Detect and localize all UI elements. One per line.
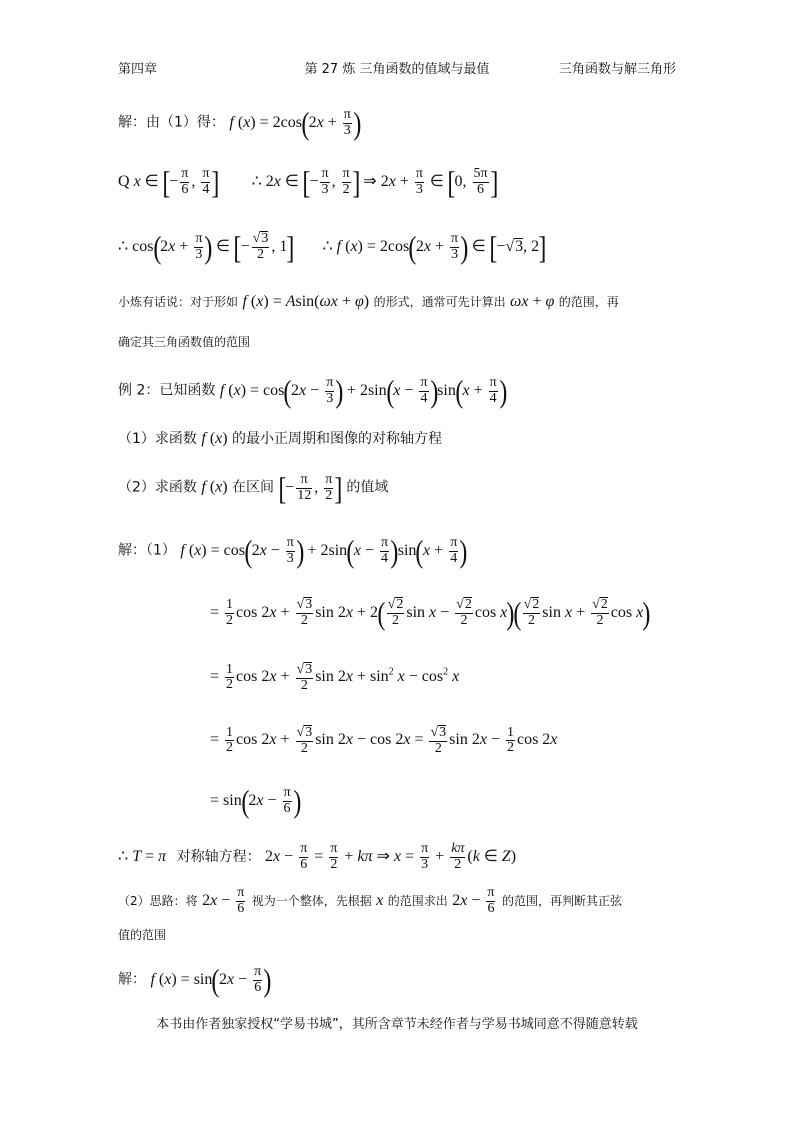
formula-idea-1: 2x − $\frac{\pi}{6}$ [202,885,245,916]
question-2-c: 的值域 [346,479,389,496]
solution-3-label: 解： [118,971,146,988]
idea-text-c: 的范围求出 [387,893,448,908]
formula-sol3: f (x) = sin(2x − $\frac{\pi}{6}$ ) [150,962,272,998]
idea-line-1 [118,886,622,916]
formula-fx-q1: f (x) [201,430,228,447]
formula-sol2-start: f (x) = cos(2x − $\frac{\pi}{3}$ ) + 2sin(x − $\frac{\pi}{4}$ )sin(x + $\frac{\pi}{4}$ ) [180,533,468,569]
formula-cos-range: ∴ cos(2x + $\frac{\pi}{3}$ ) ∈ [− $\frac{√3}{2}$ , 1] [118,229,295,265]
formula-interval: [− $\frac{\pi}{12}$ , $\frac{\pi}{2}$ ] [277,470,343,506]
formula-x-range: Q x ∈ [− $\frac{\pi}{6}$ , $\frac{\pi}{4}$ ] [118,164,220,200]
idea-text-d: 的范围，再判断其正弦 [501,893,622,908]
solution-2-line-2 [210,597,650,629]
question-1-a: （1）求函数 [118,431,197,447]
solution-2-period [118,842,516,872]
solution-2-label: 解：（1） [118,542,176,559]
idea-text-b: 视为一个整体，先根据 [251,893,372,908]
formula-step-5: = sin(2x − $\frac{\pi}{6}$ ) [210,783,301,819]
question-2-b: 在区间 [232,479,275,496]
axis-label: 对称轴方程： [176,848,261,865]
formula-idea-x: x [376,891,384,909]
example-label: 例 2：已知函数 [118,382,216,399]
formula-step-3: = $\frac{1}{2}$ cos 2x + $\frac{√3}{2}$ $\sin 2x + \sin^2 x - \cos^2 x$ [210,661,460,693]
solution-2-line-5 [210,785,300,817]
example-2 [118,375,506,407]
formula-step-4: = $\frac{1}{2}$ cos 2x + $\frac{√3}{2}$ sin 2x − cos 2x = $\frac{√3}{2}$ sin 2x − $\frac{1}{2}$ cos 2x [210,724,558,756]
header-title: 第 27 炼 三角函数的值域与最值 [304,62,490,77]
idea-text-a: （2）思路：将 [118,893,198,908]
formula-period: ∴ T = π [118,847,167,865]
formula-axis: 2x − $\frac{\pi}{6}$ = $\frac{\pi}{2}$ + kπ ⇒ x = $\frac{\pi}{3}$ + $\frac{k\pi}{2}$ (k ∈ Z) [265,841,517,872]
formula-omega-phi: ωx + φ [510,293,555,310]
copyright-footer: 本书由作者独家授权“学易书城”，其所含章节未经作者与学易书城同意不得随意转载 [156,1017,638,1032]
formula-example-f: f (x) = cos(2x − $\frac{\pi}{3}$ ) + 2sin(x − $\frac{\pi}{4}$ )sin(x + $\frac{\pi}{4}$ ) [219,373,508,409]
solution-label: 解：由（1）得： [118,114,225,131]
question-1 [118,431,442,447]
header-chapter: 第四章 [118,62,158,77]
formula-step-2: = $\frac{1}{2}$ cos 2x + $\frac{√3}{2}$ sin 2x + 2( $\frac{√2}{2}$ sin x − $\frac{√2}{2}$ cos x)( $\frac{√2}{2}$ sin x + $\frac{√2}{2}$ cos x) [210,595,651,631]
question-1-b: 的最小正周期和图像的对称轴方程 [232,431,443,447]
solution-line-1 [118,107,360,139]
solution-2-line-3 [210,662,459,693]
formula-fx-q2: f (x) [201,478,228,496]
idea-text-e: 值的范围 [118,928,167,942]
solution-line-2 [118,166,497,198]
tip-text-c: 的范围，再 [558,295,619,309]
solution-2-line-4 [210,725,557,756]
formula-general-form: f (x) = Asin(ωx + φ) [242,293,370,310]
solution-line-3 [118,231,546,263]
tip-line-2 [118,335,250,349]
header-topic: 三角函数与解三角形 [558,62,676,77]
tip-text-b: 的形式，通常可先计算出 [373,295,506,309]
question-2-a: （2）求函数 [118,479,197,496]
question-2 [118,472,388,504]
solution-2-line-1 [118,535,467,567]
tip-text-a: 小炼有话说：对于形如 [118,295,239,309]
tip-text-d: 确定其三角函数值的范围 [118,335,251,349]
idea-line-2 [118,928,166,942]
tip-line-1 [118,294,619,310]
formula-2x-range: ∴ 2x ∈ [− $\frac{\pi}{3}$ , $\frac{\pi}{2}$ ] ⇒ 2x + $\frac{\pi}{3}$ ∈ [0, $\frac{5\pi}{6}$ ] [251,164,498,200]
formula-f-range: ∴ f (x) = 2cos(2x + $\frac{\pi}{3}$ ) ∈ [−√3, 2] [322,229,547,265]
formula-f-2cos: f (x) = 2cos(2x + $\frac{\pi}{3}$ ) [229,105,362,141]
solution-3 [118,964,271,996]
formula-idea-2: 2x − $\frac{\pi}{6}$ [452,885,495,916]
